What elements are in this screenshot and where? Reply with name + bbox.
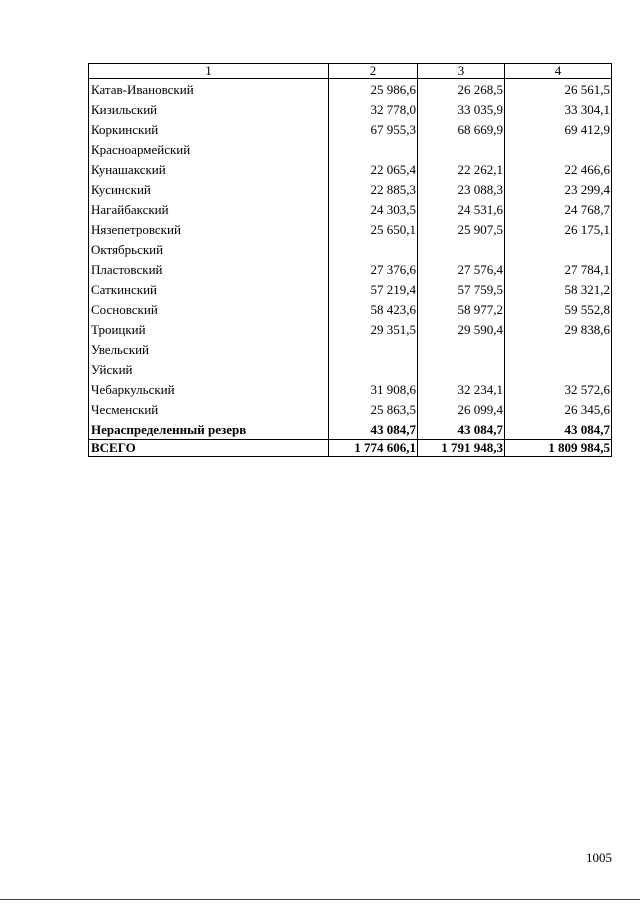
value-col-4: 69 412,9 <box>505 119 612 139</box>
column-header-4: 4 <box>505 64 612 79</box>
table-row <box>89 259 612 279</box>
value-col-2 <box>329 359 418 379</box>
value-col-3: 68 669,9 <box>418 119 505 139</box>
table-row <box>89 159 612 179</box>
reserve-row <box>89 419 612 440</box>
value-col-4: 59 552,8 <box>505 299 612 319</box>
value-col-2: 22 885,3 <box>329 179 418 199</box>
bottom-divider <box>0 899 640 900</box>
page-number: 1005 <box>586 850 612 865</box>
value-col-2 <box>329 139 418 159</box>
reserve-name: Нераспределенный резерв <box>89 419 329 440</box>
value-col-4: 33 304,1 <box>505 99 612 119</box>
value-col-3: 27 576,4 <box>418 259 505 279</box>
district-name: Нязепетровский <box>89 219 329 239</box>
value-col-2: 25 863,5 <box>329 399 418 419</box>
table-header-row <box>89 64 612 79</box>
budget-table <box>88 63 612 457</box>
value-col-2: 24 303,5 <box>329 199 418 219</box>
district-name: Троицкий <box>89 319 329 339</box>
table-row <box>89 279 612 299</box>
district-name: Саткинский <box>89 279 329 299</box>
value-col-3 <box>418 359 505 379</box>
value-col-2 <box>329 239 418 259</box>
table-row <box>89 319 612 339</box>
value-col-4 <box>505 359 612 379</box>
budget-table-container <box>88 63 611 457</box>
table-row <box>89 79 612 100</box>
table-row <box>89 359 612 379</box>
district-name: Чесменский <box>89 399 329 419</box>
district-name: Чебаркульский <box>89 379 329 399</box>
value-col-4 <box>505 139 612 159</box>
table-row <box>89 239 612 259</box>
value-col-4: 58 321,2 <box>505 279 612 299</box>
value-col-4: 26 561,5 <box>505 79 612 100</box>
district-name: Кусинский <box>89 179 329 199</box>
total-value-col-3: 1 791 948,3 <box>418 440 505 457</box>
value-col-2: 22 065,4 <box>329 159 418 179</box>
value-col-4 <box>505 239 612 259</box>
value-col-2: 25 650,1 <box>329 219 418 239</box>
value-col-3: 58 977,2 <box>418 299 505 319</box>
value-col-3: 26 268,5 <box>418 79 505 100</box>
district-name: Октябрьский <box>89 239 329 259</box>
table-row <box>89 99 612 119</box>
value-col-2 <box>329 339 418 359</box>
total-label: ВСЕГО <box>89 440 329 457</box>
district-name: Красноармейский <box>89 139 329 159</box>
district-name: Коркинский <box>89 119 329 139</box>
value-col-2: 32 778,0 <box>329 99 418 119</box>
value-col-2: 29 351,5 <box>329 319 418 339</box>
value-col-2: 27 376,6 <box>329 259 418 279</box>
value-col-3: 25 907,5 <box>418 219 505 239</box>
column-header-3: 3 <box>418 64 505 79</box>
total-value-col-4: 1 809 984,5 <box>505 440 612 457</box>
value-col-4: 22 466,6 <box>505 159 612 179</box>
reserve-value-col-2: 43 084,7 <box>329 419 418 440</box>
district-name: Увельский <box>89 339 329 359</box>
value-col-4 <box>505 339 612 359</box>
value-col-3: 26 099,4 <box>418 399 505 419</box>
value-col-3: 23 088,3 <box>418 179 505 199</box>
value-col-2: 57 219,4 <box>329 279 418 299</box>
district-name: Нагайбакский <box>89 199 329 219</box>
value-col-4: 24 768,7 <box>505 199 612 219</box>
table-row <box>89 119 612 139</box>
district-name: Кизильский <box>89 99 329 119</box>
value-col-2: 58 423,6 <box>329 299 418 319</box>
value-col-3 <box>418 239 505 259</box>
value-col-4: 32 572,6 <box>505 379 612 399</box>
table-row <box>89 219 612 239</box>
district-name: Пластовский <box>89 259 329 279</box>
value-col-4: 26 175,1 <box>505 219 612 239</box>
value-col-3: 32 234,1 <box>418 379 505 399</box>
value-col-4: 23 299,4 <box>505 179 612 199</box>
value-col-3: 33 035,9 <box>418 99 505 119</box>
table-row <box>89 339 612 359</box>
district-name: Кунашакский <box>89 159 329 179</box>
column-header-1: 1 <box>89 64 329 79</box>
value-col-3: 24 531,6 <box>418 199 505 219</box>
value-col-3: 29 590,4 <box>418 319 505 339</box>
table-row <box>89 299 612 319</box>
district-name: Уйский <box>89 359 329 379</box>
value-col-3: 22 262,1 <box>418 159 505 179</box>
reserve-value-col-4: 43 084,7 <box>505 419 612 440</box>
total-row <box>89 440 612 457</box>
table-row <box>89 379 612 399</box>
value-col-3 <box>418 139 505 159</box>
reserve-value-col-3: 43 084,7 <box>418 419 505 440</box>
value-col-4: 26 345,6 <box>505 399 612 419</box>
district-name: Сосновский <box>89 299 329 319</box>
value-col-3 <box>418 339 505 359</box>
district-name: Катав-Ивановский <box>89 79 329 100</box>
table-row <box>89 399 612 419</box>
value-col-4: 27 784,1 <box>505 259 612 279</box>
value-col-4: 29 838,6 <box>505 319 612 339</box>
value-col-2: 67 955,3 <box>329 119 418 139</box>
value-col-3: 57 759,5 <box>418 279 505 299</box>
table-row <box>89 199 612 219</box>
table-row <box>89 139 612 159</box>
value-col-2: 25 986,6 <box>329 79 418 100</box>
value-col-2: 31 908,6 <box>329 379 418 399</box>
column-header-2: 2 <box>329 64 418 79</box>
total-value-col-2: 1 774 606,1 <box>329 440 418 457</box>
table-row <box>89 179 612 199</box>
